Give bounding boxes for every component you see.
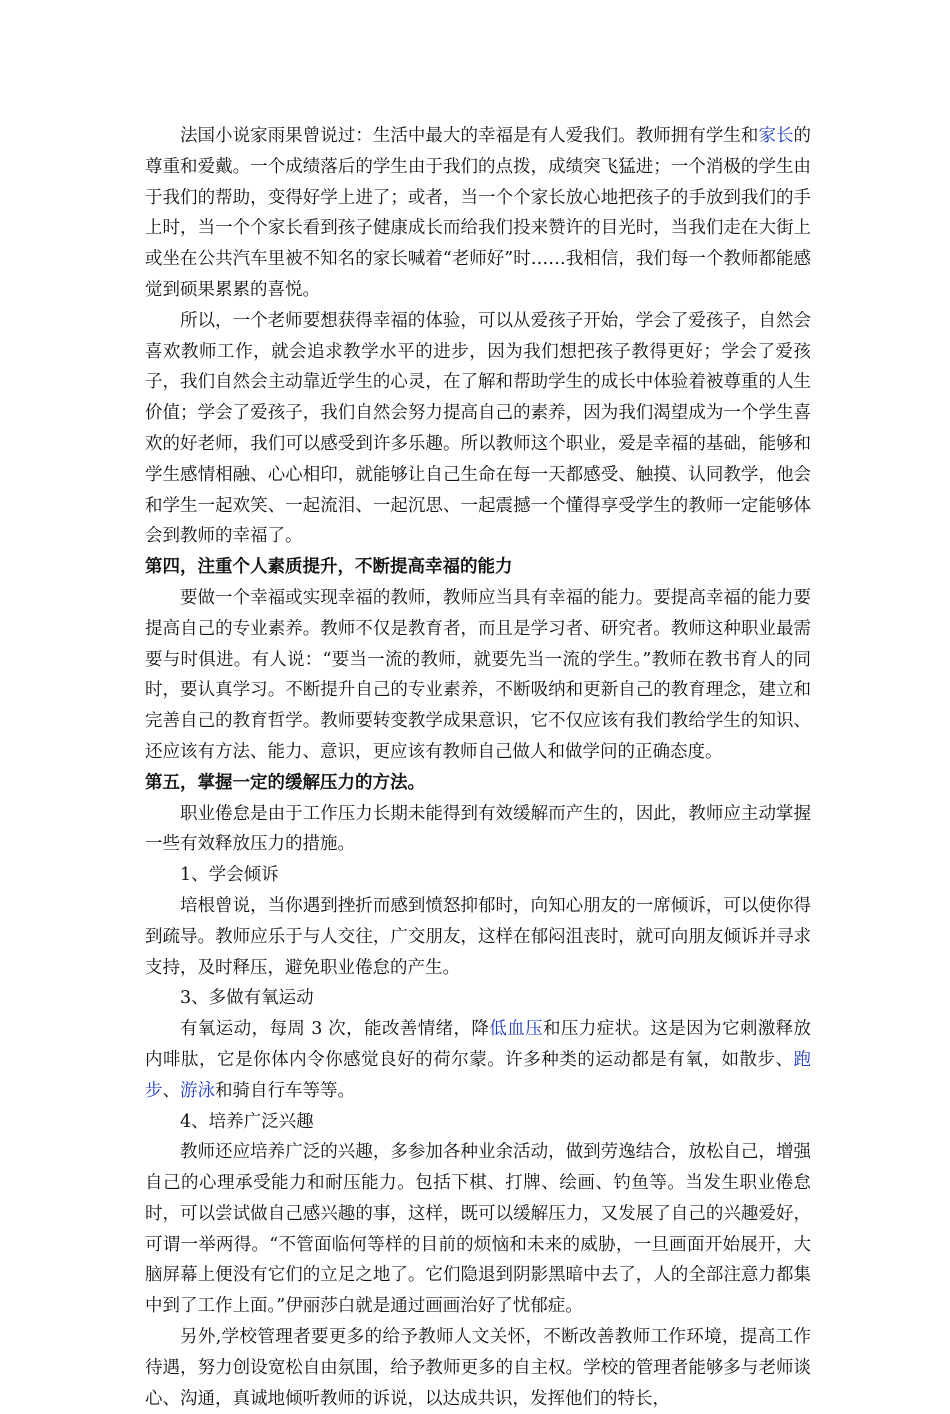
list-label-talk: 1、学会倾诉 [180,865,279,886]
paragraph-professional-growth: 要做一个幸福或实现幸福的教师，教师应当具有幸福的能力。要提高幸福的能力要提高自己的专业素养。教师不仅是教育者，而且是学习者、研究者。教师这种职业最需要与时俱进。有人说：“要当一流的教师，就要先当一流的学生。”教师在教书育人的同时，要认真学习。不断提升自己的专业素养，不断吸纳和更新自己的教育理念，建立和完善自己的教育哲学。教师要转变教学成果意识，它不仅应该有我们教给学生的知识、还应该有方法、能力、意识，更应该有教师自己做人和做学问的正确态度。 [145,587,811,762]
link-low-blood-pressure[interactable]: 低血压 [489,1019,544,1040]
paragraph-love-children: 所以，一个老师要想获得幸福的体验，可以从爱孩子开始，学会了爱孩子，自然会喜欢教师工作，就会追求教学水平的进步，因为我们想把孩子教得更好；学会了爱孩子，我们自然会主动靠近学生的心灵，在了解和帮助学生的成长中体验着被尊重的人生价值；学会了爱孩子，我们自然会努力提高自己的素养，因为我们渴望成为一个学生喜欢的好老师，我们可以感受到许多乐趣。所以教师这个职业，爱是幸福的基础，能够和学生感情相融、心心相印，就能够让自己生命在每一天都感受、触摸、认同教学，他会和学生一起欢笑、一起流泪、一起沉思、一起震撼一个懂得享受学生的教师一定能够体会到教师的幸福了。 [145,310,811,547]
paragraph-school-management: 另外,学校管理者要更多的给予教师人文关怀，不断改善教师工作环境，提高工作待遇，努力创设宽松自由氛围，给予教师更多的自主权。学校的管理者能够多与老师谈心、沟通，真诚地倾听教师的诉说，以达成共识，发挥他们的特长， [145,1327,811,1409]
paragraph-burnout-intro: 职业倦怠是由于工作压力长期未能得到有效缓解而产生的，因此，教师应主动掌握一些有效释放压力的措施。 [145,803,811,855]
paragraph-aerobic: 有氧运动，每周 3 次，能改善情绪，降低血压和压力症状。这是因为它刺激释放内啡肽，它是你体内令你感觉良好的荷尔蒙。许多种类的运动都是有氧，如散步、跑步、游泳和骑自行车等等。 [145,1019,812,1101]
heading-section-four: 第四，注重个人素质提升，不断提高幸福的能力 [145,557,513,578]
document-body [145,121,811,1414]
paragraph-interests: 教师还应培养广泛的兴趣，多参加各种业余活动，做到劳逸结合，放松自己，增强自己的心理承受能力和耐压能力。包括下棋、打牌、绘画、钓鱼等。当发生职业倦怠时，可以尝试做自己感兴趣的事，这样，既可以缓解压力，又发展了自己的兴趣爱好，可谓一举两得。“不管面临何等样的目前的烦恼和未来的威胁，一旦画面开始展开，大脑屏幕上便没有它们的立足之地了。它们隐退到阴影黑暗中去了，人的全部注意力都集中到了工作上面。”伊丽莎白就是通过画画治好了忧郁症。 [145,1142,811,1317]
link-running[interactable]: 跑步 [145,1049,811,1101]
list-label-aerobic: 3、多做有氧运动 [180,988,314,1009]
paragraph-hugo-quote: 法国小说家雨果曾说过：生活中最大的幸福是有人爱我们。教师拥有学生和家长的尊重和爱戴。一个成绩落后的学生由于我们的点拨，成绩突飞猛进；一个消极的学生由于我们的帮助，变得好学上进了；或者，当一个个家长放心地把孩子的手放到我们的手上时，当一个个家长看到孩子健康成长而给我们投来赞许的目光时，当我们走在大街上或坐在公共汽车里被不知名的家长喊着“老师好”时……我相信，我们每一个教师都能感觉到硕果累累的喜悦。 [145,126,812,300]
paragraph-talk: 培根曾说，当你遇到挫折而感到愤怒抑郁时，向知心朋友的一席倾诉，可以使你得到疏导。教师应乐于与人交往，广交朋友，这样在郁闷沮丧时，就可向朋友倾诉并寻求支持，及时释压，避免职业倦怠的产生。 [145,895,811,978]
link-jiazhang[interactable]: 家长 [758,126,794,146]
heading-section-five: 第五，掌握一定的缓解压力的方法。 [145,772,425,793]
link-swimming[interactable]: 游泳 [180,1080,215,1101]
list-label-interests: 4、培养广泛兴趣 [180,1111,314,1132]
